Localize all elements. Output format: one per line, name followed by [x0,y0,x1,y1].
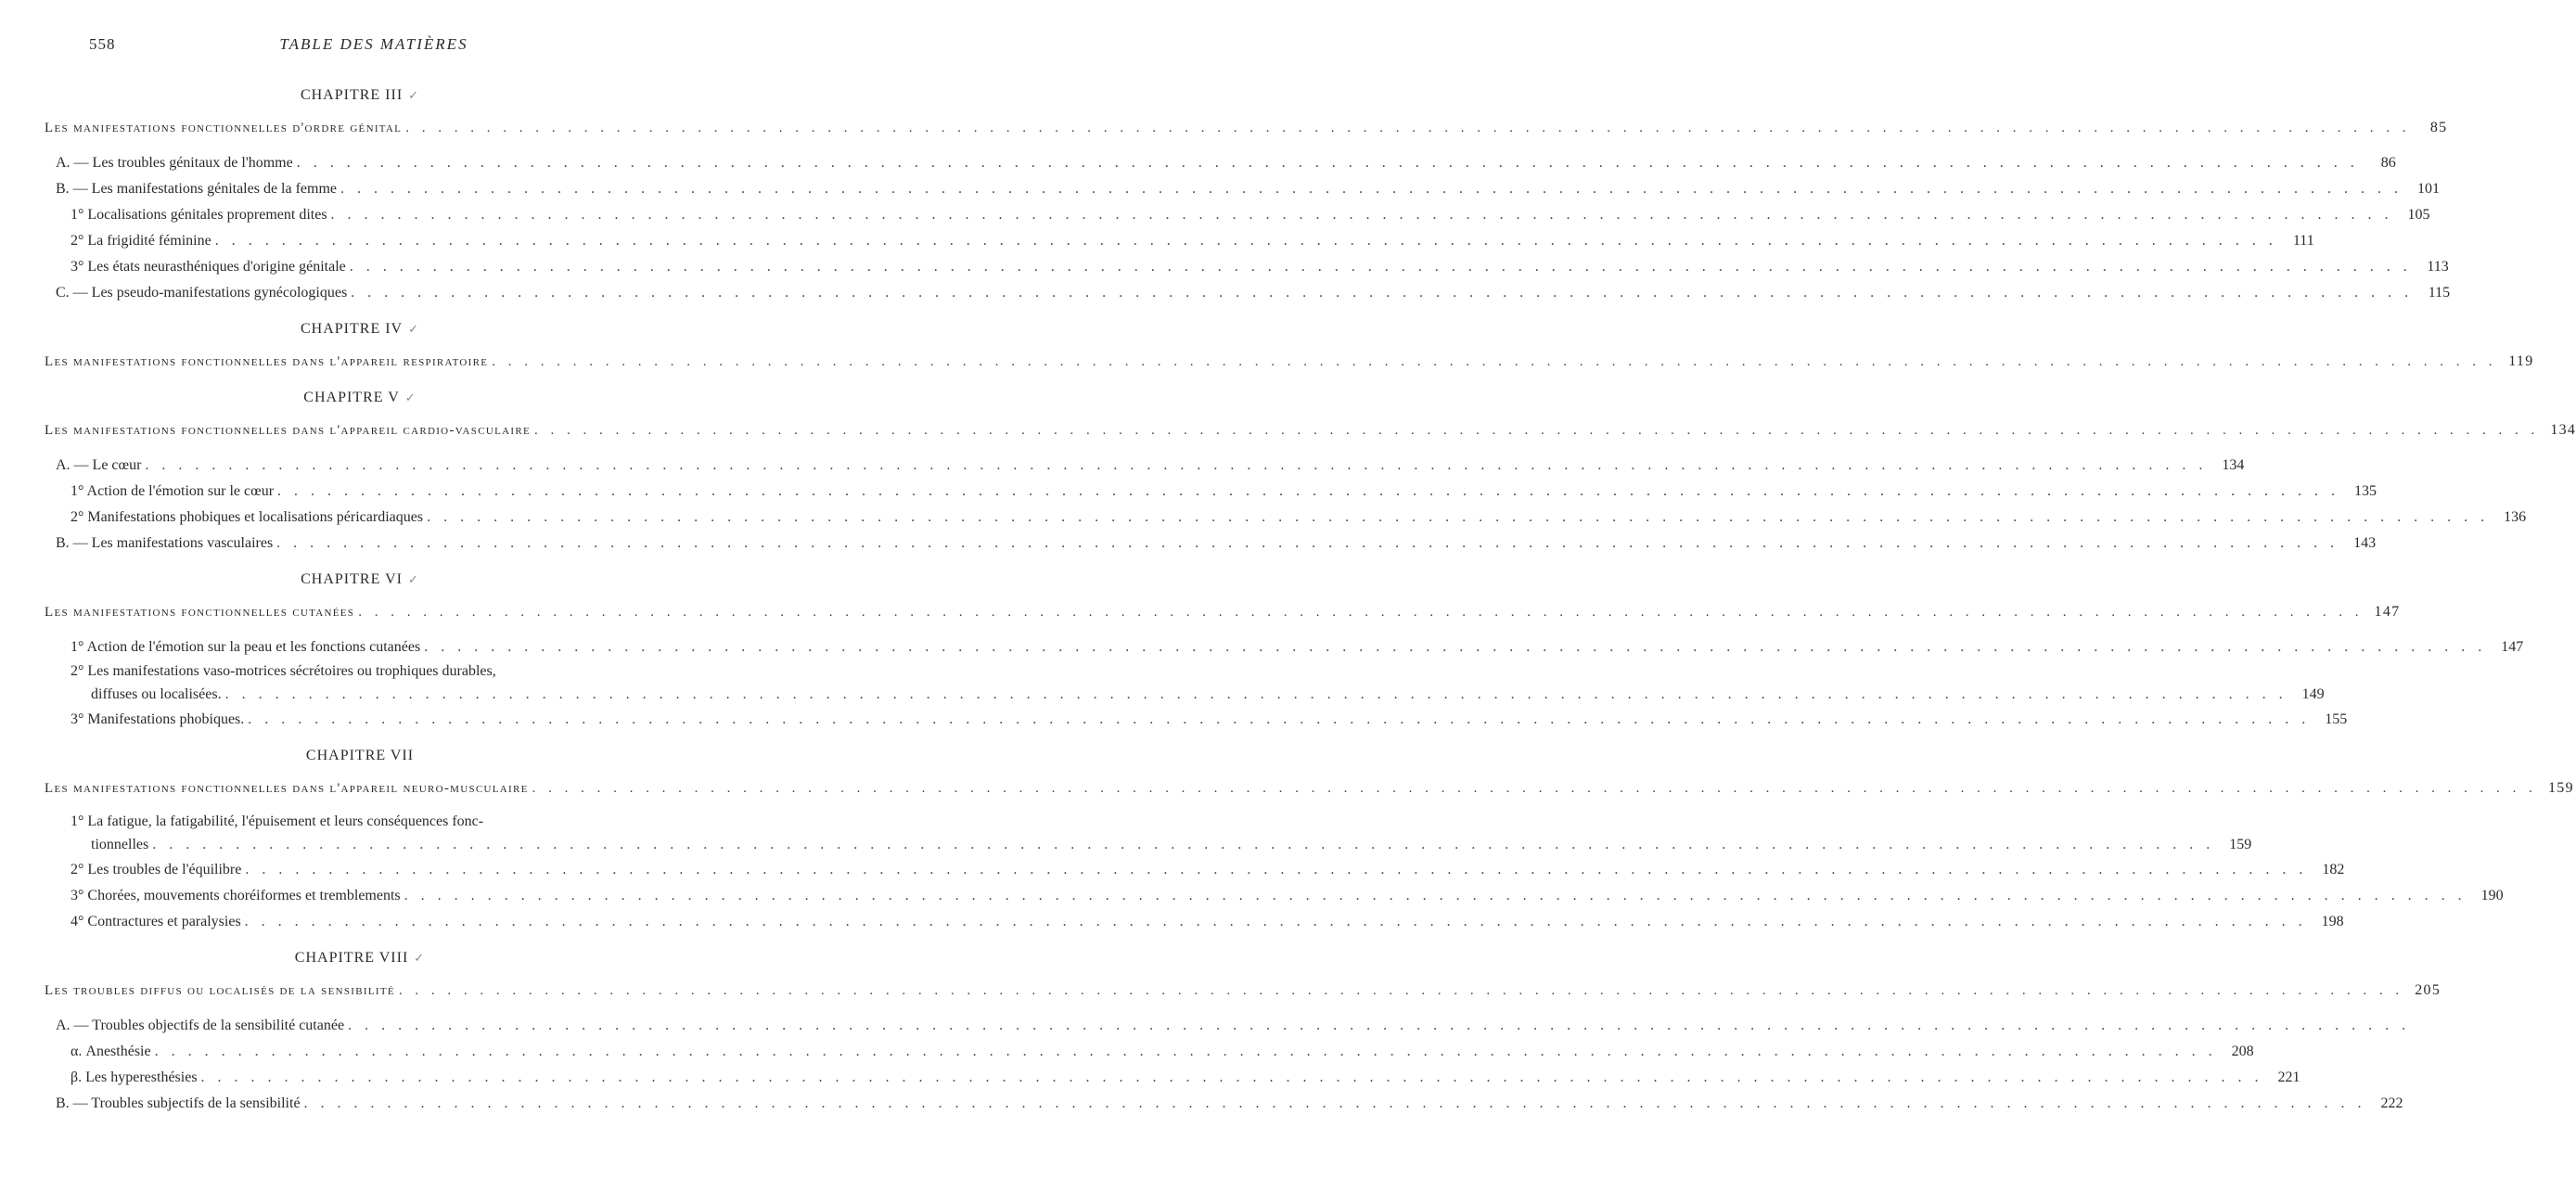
chapter-title: CHAPITRE IV [300,321,404,337]
entry-page: 222 [2380,1095,2403,1111]
entry-page: 159 [2548,780,2574,796]
toc-entry[interactable] [45,707,2348,733]
entry-continuation [70,833,2252,857]
toc-entry-main[interactable] [45,599,2401,625]
entry-page: 105 [2407,207,2430,223]
toc-entry[interactable] [45,1065,2300,1091]
entry-page: 101 [2417,181,2441,197]
dot-leader [488,349,2496,375]
entry-label: 3° Les états neurasthéniques d'origine génitale [70,259,346,275]
entry-page: 135 [2354,483,2377,499]
chapter-block [45,85,2451,306]
entry-label: B. — Les manifestations génitales de la femme [56,181,338,197]
entry-label: Les manifestations fonctionnelles dans l'appareil cardio-vasculaire [45,423,531,438]
entry-label: Les troubles diffus ou localisés de la sensibilité [45,983,395,998]
chapter-heading [45,570,675,590]
entry-page: 159 [2229,837,2252,852]
dot-leader [273,531,2339,557]
toc-entry[interactable] [45,150,2396,176]
entry-label: β. Les hyperesthésies [70,1069,198,1085]
chapter-title: CHAPITRE V [303,390,400,405]
chapter-title: CHAPITRE VIII [294,950,409,966]
dot-leader [244,707,2310,733]
dot-leader [327,202,2393,228]
chapter-title: CHAPITRE VII [305,748,415,763]
toc-entry[interactable] [45,1013,675,1039]
entry-label: 2° Les manifestations vaso-motrices sécrétoires ou trophiques durables, [70,663,496,679]
toc-entry[interactable] [45,634,2524,660]
entry-page: 205 [2415,982,2441,998]
chapter-heading [45,85,675,106]
chapter-block [45,319,2534,375]
chapter-block [45,746,2574,935]
entry-label: Les manifestations fonctionnelles cutanées [45,605,355,620]
dot-leader [274,479,2339,505]
dot-leader [402,115,2410,141]
chapter-heading [45,948,675,968]
entry-label: Les manifestations fonctionnelles dans l'appareil neuro-musculaire [45,781,529,796]
entry-page: 113 [2427,259,2449,275]
dot-leader [241,857,2307,883]
chapter-heading [45,746,675,766]
toc-entry[interactable] [45,453,2245,479]
dot-leader [148,833,2214,857]
toc-entry[interactable] [45,660,2325,707]
toc-entry-main[interactable] [45,115,2448,141]
entry-label: A. — Les troubles génitaux de l'homme [56,155,293,171]
toc-entry[interactable] [45,479,2377,505]
entry-page: 115 [2428,285,2451,301]
toc-entry-main[interactable] [45,349,2534,375]
toc-entry-main[interactable] [45,417,2576,443]
entry-page: 119 [2508,353,2534,369]
entry-label: 2° La frigidité féminine [70,233,211,249]
entry-label: 1° La fatigue, la fatigabilité, l'épuisement et leurs conséquences fonc- [70,813,484,829]
toc-entry[interactable] [45,531,2377,557]
entry-label: 1° Action de l'émotion sur le cœur [70,483,275,499]
chapter-block [45,948,2441,1117]
running-title: TABLE DES MATIÈRES [279,35,468,53]
dot-leader [354,599,2363,625]
entry-label: 2° Manifestations phobiques et localisations péricardiaques [70,509,424,525]
check-mark-icon: ✓ [407,572,419,586]
entry-page: 221 [2277,1069,2300,1085]
entry-label: 3° Chorées, mouvements choréiformes et tremblements [70,888,401,903]
entry-page: 198 [2321,914,2344,929]
entry-label: A. — Troubles objectifs de la sensibilité cutanée [56,1018,345,1033]
entry-page: 182 [2322,862,2345,877]
toc-entry[interactable] [45,857,2345,883]
entry-label: α. Anesthésie [70,1044,151,1059]
toc-entry[interactable] [45,176,2441,202]
toc-entry[interactable] [45,1091,2403,1117]
toc-entry[interactable] [45,228,2314,254]
toc-entry[interactable] [45,909,2344,935]
chapter-block [45,570,2524,733]
entry-label: 4° Contractures et paralysies [70,914,241,929]
entry-label: Les manifestations fonctionnelles dans l'appareil respiratoire [45,354,489,369]
chapter-title: CHAPITRE III [300,87,404,103]
toc-entry[interactable] [45,883,2504,909]
entry-page: 143 [2353,535,2377,551]
dot-leader [423,505,2489,531]
entry-continuation [70,683,2325,707]
entry-label: 1° Localisations génitales proprement dites [70,207,327,223]
entry-page: 155 [2325,711,2348,727]
entry-label: B. — Les manifestations vasculaires [56,535,274,551]
running-head [89,35,659,58]
entry-page: 136 [2504,509,2527,525]
entry-label: B. — Troubles subjectifs de la sensibilité [56,1095,301,1111]
chapter-title: CHAPITRE VI [301,571,403,587]
entry-page: 134 [2550,422,2576,438]
dot-leader [141,453,2207,479]
entry-page: 147 [2374,604,2401,620]
entry-label: 3° Manifestations phobiques. [70,711,245,727]
entry-page: 208 [2231,1044,2254,1059]
dot-leader [211,228,2277,254]
entry-page: 149 [2301,686,2325,702]
toc-entry-main[interactable] [45,775,2574,801]
check-mark-icon: ✓ [404,391,417,404]
chapter-heading [45,319,675,339]
entry-page: 86 [2380,155,2396,171]
check-mark-icon: ✓ [408,322,419,336]
dot-leader [401,883,2467,909]
dot-leader [529,775,2537,801]
entry-page: 111 [2292,233,2314,249]
check-mark-icon: ✓ [414,951,426,965]
toc-entry[interactable] [45,1039,2254,1065]
page-number: 558 [89,35,116,53]
entry-page: 147 [2501,639,2524,655]
chapter-heading [45,388,675,408]
entry-page: 85 [2429,120,2448,135]
entry-label: C. — Les pseudo-manifestations gynécologiques [56,285,348,301]
toc-entry[interactable] [45,811,2252,857]
dot-leader [337,176,2403,202]
dot-leader [151,1039,2217,1065]
entry-label-continued: diffuses ou localisées. [91,686,222,702]
check-mark-icon: ✓ [408,88,420,102]
table-of-contents [45,78,2576,1130]
entry-label: 1° Action de l'émotion sur la peau et les fonctions cutanées [70,639,421,655]
toc-entry[interactable] [45,505,2527,531]
dot-leader [420,634,2486,660]
entry-label: 2° Les troubles de l'équilibre [70,862,242,877]
toc-entry[interactable] [45,202,2430,228]
entry-label: A. — Le cœur [56,457,142,473]
entry-page: 134 [2222,457,2245,473]
dot-leader [395,978,2403,1004]
entry-label: Les manifestations fonctionnelles d'ordre génital [45,121,403,135]
dot-leader [198,1065,2263,1091]
dot-leader [222,683,2288,707]
dot-leader [531,417,2539,443]
dot-leader [241,909,2307,935]
dot-leader [346,254,2412,280]
dot-leader [344,1013,2410,1039]
dot-leader [293,150,2359,176]
dot-leader [347,280,2413,306]
toc-entry[interactable] [45,280,2451,306]
chapter-block [45,388,2576,557]
dot-leader [301,1091,2366,1117]
entry-page: 190 [2480,888,2504,903]
toc-entry-main[interactable] [45,978,2441,1004]
entry-label-continued: tionnelles [91,837,149,852]
toc-entry[interactable] [45,254,2449,280]
